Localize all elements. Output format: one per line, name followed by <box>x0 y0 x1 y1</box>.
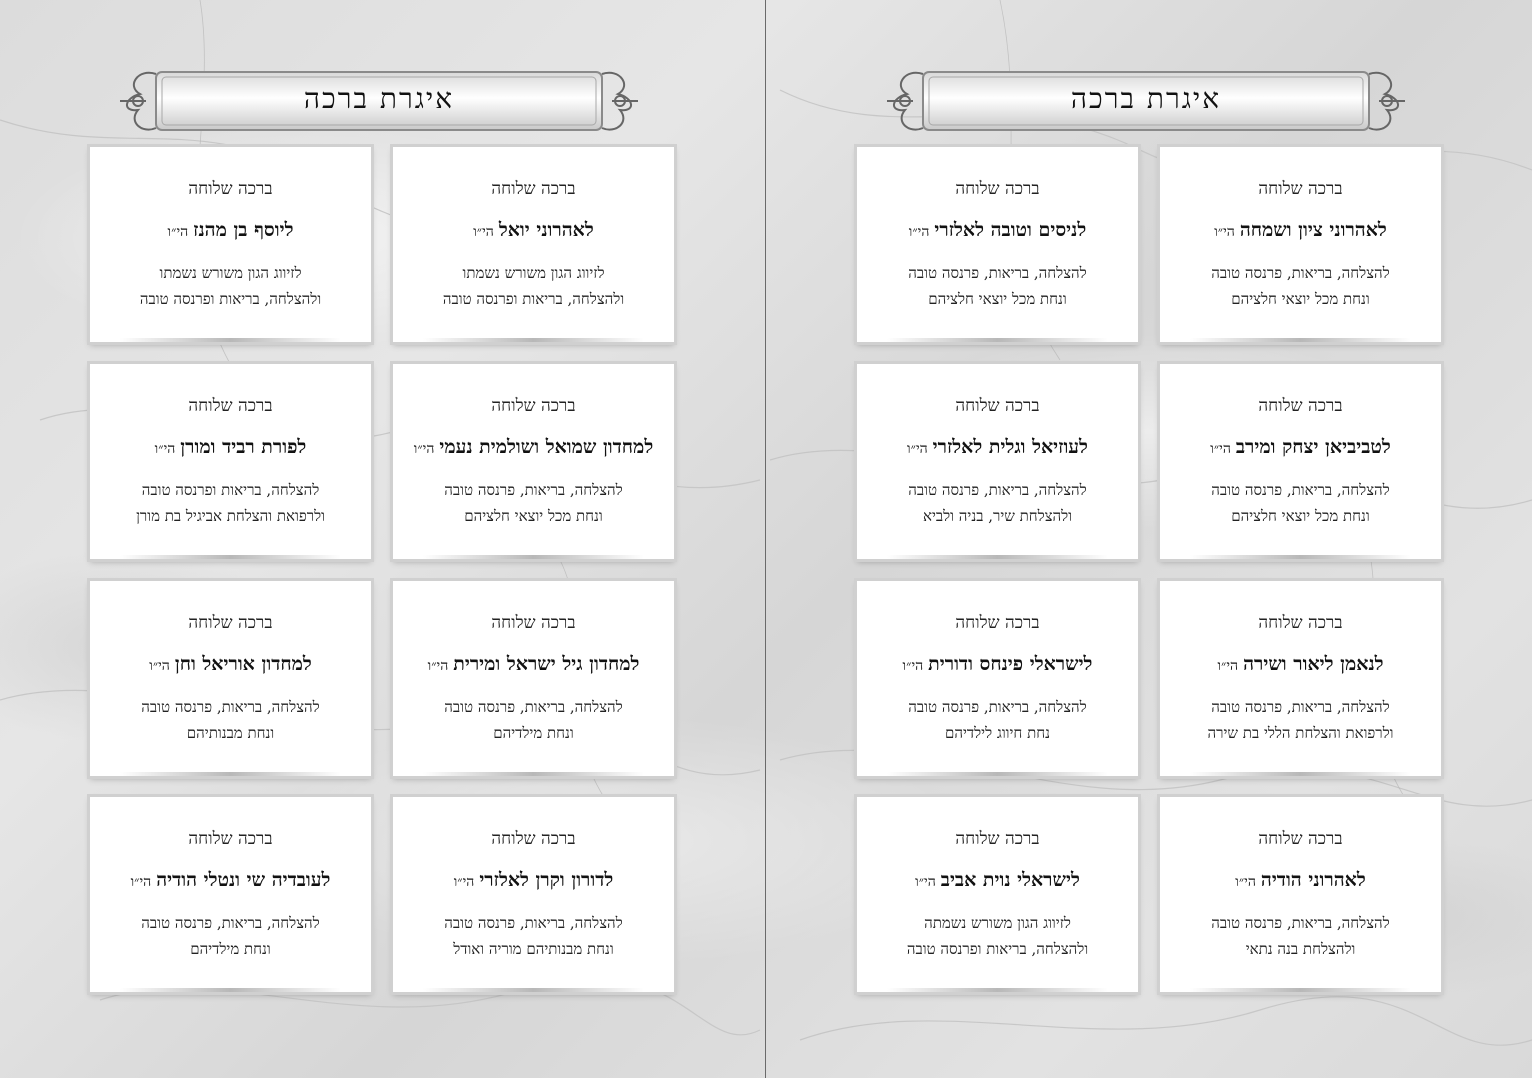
card-suffix: הי״ו <box>902 658 924 674</box>
card-line-2: ונחת מכל יוצאי חלציהם <box>1231 290 1370 308</box>
card-suffix: הי״ו <box>154 441 176 457</box>
card-name-line <box>857 219 1138 242</box>
card-name: לישראלי פינחס ודורית <box>928 653 1093 675</box>
card-suffix: הי״ו <box>473 224 494 240</box>
blessing-card <box>857 581 1138 776</box>
card-name-line <box>1160 869 1441 892</box>
blessing-card <box>90 797 371 992</box>
card-line-2: ונחת מבנותיהם מוריה ואודל <box>453 940 614 958</box>
card-heading: ברכה שלוחה <box>188 829 273 849</box>
card-line-1: להצלחה, בריאות, פרנסה טובה <box>141 914 320 932</box>
card-line-1: להצלחה, בריאות, פרנסה טובה <box>908 264 1087 282</box>
card-line-1: להצלחה, בריאות, פרנסה טובה <box>1211 481 1390 499</box>
card-suffix: הי״ו <box>908 224 930 240</box>
card-line-1: להצלחה, בריאות, פרנסה טובה <box>444 481 623 499</box>
card-suffix: הי״ו <box>1235 874 1256 890</box>
card-suffix: הי״ו <box>1210 441 1231 457</box>
card-name-line <box>90 869 371 892</box>
card-name: לעובדיה שי ונטלי הודיה <box>156 869 331 891</box>
card-line-2: ונחת מבנותיהם <box>186 724 275 742</box>
card-heading: ברכה שלוחה <box>1258 613 1343 633</box>
card-heading: ברכה שלוחה <box>1258 179 1343 199</box>
card-name-line <box>393 869 674 892</box>
card-suffix: הי״ו <box>915 874 936 890</box>
blessing-card <box>90 581 371 776</box>
card-name: ליוסף בן מהנז <box>193 219 294 241</box>
card-line-2: ונחת מכל יוצאי חלציהם <box>1231 507 1370 525</box>
card-line-1: להצלחה, בריאות, פרנסה טובה <box>444 914 623 932</box>
card-suffix: הי״ו <box>149 658 170 674</box>
card-suffix: הי״ו <box>1217 658 1239 674</box>
card-name-line <box>393 653 674 676</box>
card-line-2: ולהצלחה, בריאות ופרנסה טובה <box>906 940 1089 958</box>
card-line-2: ולהצלחה, בריאות ופרנסה טובה <box>442 290 625 308</box>
blessing-card <box>393 797 674 992</box>
blessing-card <box>857 147 1138 342</box>
card-heading: ברכה שלוחה <box>955 613 1040 633</box>
card-name-line <box>857 436 1138 459</box>
page-left <box>0 0 765 1078</box>
card-heading: ברכה שלוחה <box>491 396 576 416</box>
card-line-2: ונחת מכל יוצאי חלציהם <box>464 507 603 525</box>
card-name: לטביביאן יצחק ומירב <box>1235 436 1391 458</box>
card-name: למחדון אוריאל וחן <box>174 653 312 675</box>
card-line-2: ונחת מכל יוצאי חלציהם <box>928 290 1067 308</box>
card-line-1: להצלחה, בריאות, פרנסה טובה <box>908 481 1087 499</box>
card-line-1: להצלחה, בריאות, פרנסה טובה <box>1211 698 1390 716</box>
card-suffix: הי״ו <box>427 658 449 674</box>
card-name-line <box>1160 653 1441 676</box>
blessing-card <box>1160 797 1441 992</box>
banner <box>118 62 640 140</box>
card-heading: ברכה שלוחה <box>491 613 576 633</box>
card-line-1: לזיווג הגון משורש נשמתו <box>462 264 605 282</box>
card-heading: ברכה שלוחה <box>955 829 1040 849</box>
card-line-2: ולהצלחת שיר, בניה ולביא <box>922 507 1073 525</box>
card-heading: ברכה שלוחה <box>188 396 273 416</box>
card-name: לניסים וטובה לאלזרי <box>934 219 1087 241</box>
card-name: לפורת רביד ומורן <box>180 436 307 458</box>
card-line-1: להצלחה, בריאות ופרנסה טובה <box>141 481 320 499</box>
card-line-1: להצלחה, בריאות, פרנסה טובה <box>1211 264 1390 282</box>
card-line-1: להצלחה, בריאות, פרנסה טובה <box>141 698 320 716</box>
card-heading: ברכה שלוחה <box>491 179 576 199</box>
card-name: לנאמן ליאור ושירה <box>1243 653 1384 675</box>
card-name-line <box>90 653 371 676</box>
card-suffix: הי״ו <box>167 224 189 240</box>
card-name: לדורון וקרן לאלזרי <box>479 869 614 891</box>
page-spine <box>765 0 766 1078</box>
card-name: למחדון גיל ישראל ומירית <box>453 653 640 675</box>
banner-title: איגרת ברכה <box>303 82 455 115</box>
blessing-card <box>1160 364 1441 559</box>
card-line-2: נחת חיווג לילדיהם <box>945 724 1050 742</box>
blessing-card <box>1160 147 1441 342</box>
card-heading: ברכה שלוחה <box>188 179 273 199</box>
card-line-2: ולהצלחת בנה נתאי <box>1245 940 1356 958</box>
card-line-2: ולרפואת והצלחת הללי בת שירה <box>1207 724 1394 742</box>
card-name-line <box>857 869 1138 892</box>
card-line-1: לזיווג הגון משורש נשמתו <box>159 264 302 282</box>
card-name: לאהרוני הודיה <box>1260 869 1366 891</box>
card-heading: ברכה שלוחה <box>1258 829 1343 849</box>
card-line-2: ולרפואת והצלחת אביגיל בת מורן <box>136 507 325 525</box>
blessing-card <box>857 797 1138 992</box>
card-line-2: ונחת מילדיהם <box>190 940 271 958</box>
card-name-line <box>1160 219 1441 242</box>
page-right <box>767 0 1532 1078</box>
blessing-card <box>857 364 1138 559</box>
blessing-card <box>90 147 371 342</box>
blessing-card <box>90 364 371 559</box>
card-line-1: להצלחה, בריאות, פרנסה טובה <box>1211 914 1390 932</box>
card-heading: ברכה שלוחה <box>188 613 273 633</box>
card-suffix: הי״ו <box>907 441 928 457</box>
card-suffix: הי״ו <box>130 874 152 890</box>
card-name: לישראלי נוית אביב <box>940 869 1080 891</box>
card-name: לעוזיאל וגלית לאלזרי <box>932 436 1088 458</box>
banner <box>885 62 1407 140</box>
card-suffix: הי״ו <box>453 874 475 890</box>
blessing-card <box>393 581 674 776</box>
card-line-2: ונחת מילדיהם <box>493 724 574 742</box>
card-name-line <box>393 219 674 242</box>
blessing-card <box>393 364 674 559</box>
card-line-1: להצלחה, בריאות, פרנסה טובה <box>444 698 623 716</box>
card-line-1: להצלחה, בריאות, פרנסה טובה <box>908 698 1087 716</box>
card-suffix: הי״ו <box>413 441 435 457</box>
card-name-line <box>393 436 674 459</box>
card-heading: ברכה שלוחה <box>1258 396 1343 416</box>
card-name: לאהרוני יואל <box>498 219 594 241</box>
blessing-card <box>1160 581 1441 776</box>
card-name: למחדון שמואל ושולמית נעמי <box>439 436 654 458</box>
blessing-card <box>393 147 674 342</box>
card-line-2: ולהצלחה, בריאות ופרנסה טובה <box>139 290 322 308</box>
card-name-line <box>1160 436 1441 459</box>
card-name-line <box>90 436 371 459</box>
card-heading: ברכה שלוחה <box>955 179 1040 199</box>
card-heading: ברכה שלוחה <box>955 396 1040 416</box>
card-line-1: לזיווג הגון משורש נשמתה <box>924 914 1071 932</box>
banner-title: איגרת ברכה <box>1070 82 1222 115</box>
card-suffix: הי״ו <box>1214 224 1235 240</box>
card-name-line <box>857 653 1138 676</box>
card-name: לאהרוני ציון ושמחה <box>1239 219 1387 241</box>
card-heading: ברכה שלוחה <box>491 829 576 849</box>
card-name-line <box>90 219 371 242</box>
